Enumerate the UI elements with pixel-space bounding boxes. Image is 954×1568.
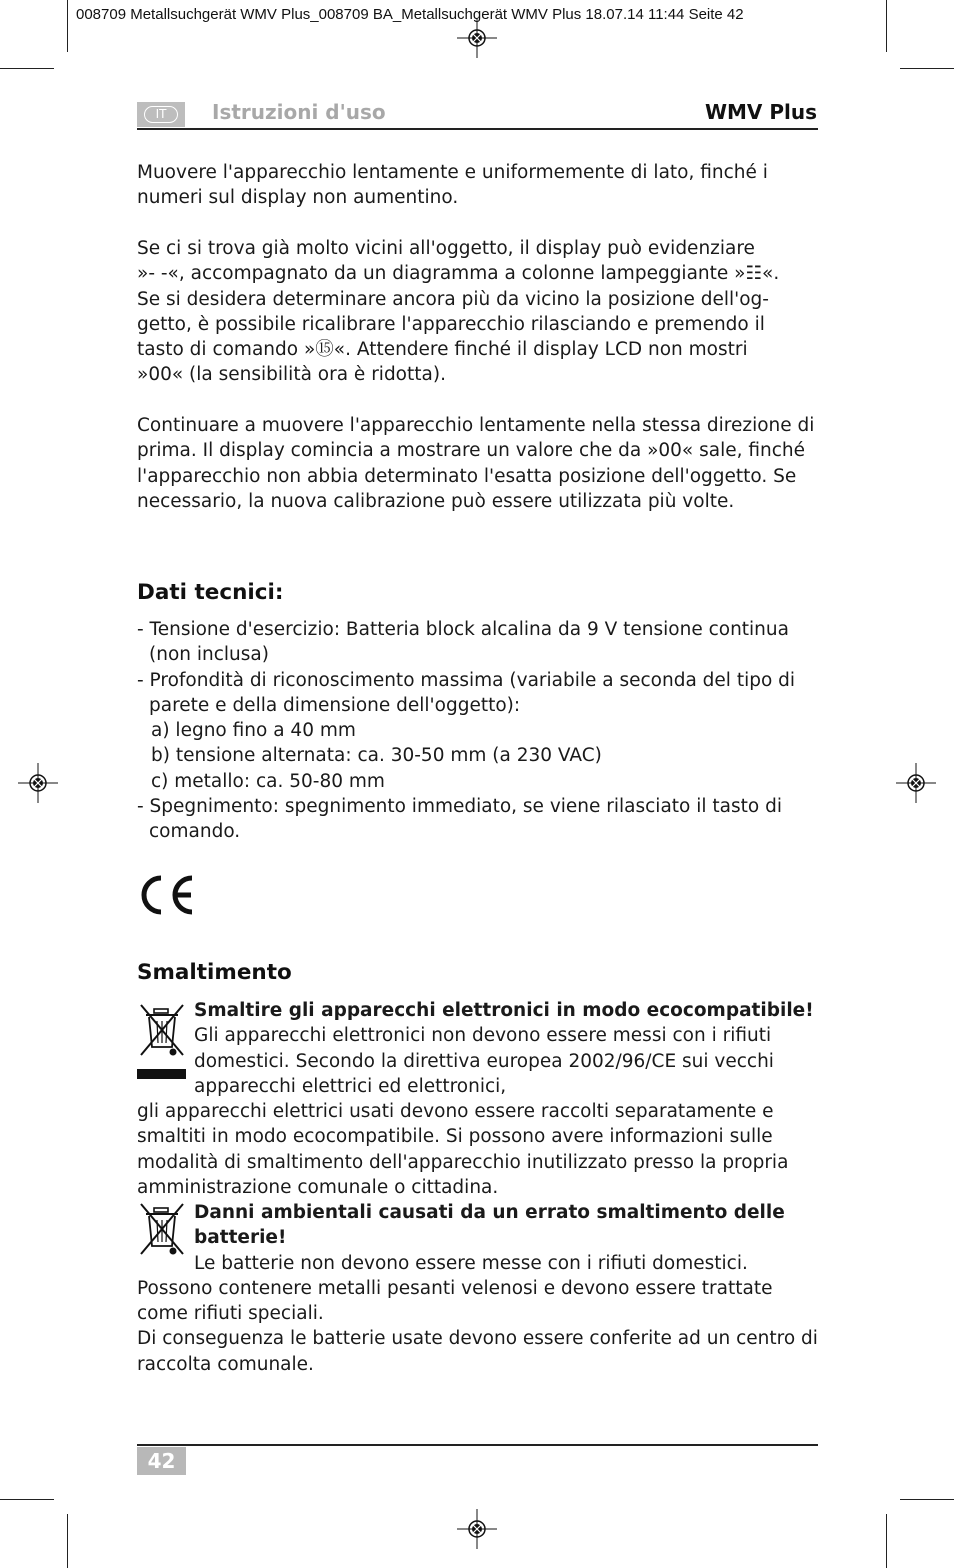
list-item: - Spegnimento: spegnimento immediato, se viene rilasciato il tasto di comando.	[137, 796, 782, 843]
list-subitem: a) legno fino a 40 mm	[151, 720, 356, 742]
paragraph-line: Se si desidera determinare ancora più da vicino la posizione dell'og-	[137, 288, 769, 310]
paragraph: Muovere l'apparecchio lentamente e uniformemente di lato, finché i numeri sul display non aumentino.	[137, 162, 768, 209]
language-badge	[137, 102, 185, 127]
disposal-block-text: gli apparecchi elettrici usati devono essere raccolti separatamente e smaltiti in modo ecocompatibile. Si possono avere informazioni sulle modalità di smaltimento dell'apparecchio inutilizzato presso la propria amministrazione comunale o cittadina.	[137, 1101, 789, 1199]
page-number: 42	[137, 1447, 186, 1475]
registration-mark-icon	[457, 18, 497, 58]
paragraph-line: »- -«, accompagnato da un diagramma a colonne lampeggiante »☷«.	[137, 263, 780, 285]
list-item: - Profondità di riconoscimento massima (variabile a seconda del tipo di parete e della dimensione dell'oggetto):	[137, 669, 796, 716]
paragraph-line: »00« (la sensibilità ora è ridotta).	[137, 364, 446, 386]
print-slug: 008709 Metallsuchgerät WMV Plus_008709 BA_Metallsuchgerät WMV Plus 18.07.14 11:44 Seite 42	[76, 6, 744, 23]
model-name: WMV Plus	[704, 100, 817, 124]
paragraph	[137, 236, 821, 388]
registration-mark-icon	[896, 763, 936, 803]
technical-list	[137, 617, 821, 845]
footer-rule	[137, 1444, 818, 1446]
manual-title: Istruzioni d'uso	[212, 100, 386, 124]
disposal-block-text: Possono contenere metalli pesanti velenosi e devono essere trattate come rifiuti speciali.	[137, 1277, 773, 1325]
technical-heading: Dati tecnici:	[137, 580, 284, 605]
header-rule	[137, 128, 818, 130]
language-code: IT	[144, 106, 178, 123]
disposal-block-text: Di conseguenza le batterie usate devono essere conferite ad un centro di raccolta comunale.	[137, 1328, 818, 1375]
paragraph-line: getto, è possibile ricalibrare l'apparecchio rilasciando e premendo il	[137, 313, 765, 335]
list-subitem: b) tensione alternata: ca. 30-50 mm (a 230 VAC)	[151, 745, 602, 767]
paragraph: Continuare a muovere l'apparecchio lentamente nella stessa direzione di prima. Il display comincia a mostrare un valore che da »00« sale, finché l'apparecchio non abbia determinato l'esatta posizione dell'oggetto. Se necessario, la nuova calibrazione può essere utilizzata più volte.	[137, 415, 815, 512]
disposal-block-title: Danni ambientali causati da un errato smaltimento delle batterie!	[194, 1202, 785, 1249]
ce-mark-icon	[134, 872, 198, 918]
disposal-block-text: Le batterie non devono essere messe con i rifiuti domestici.	[194, 1252, 748, 1274]
disposal-block	[137, 998, 821, 1200]
paragraph-line: tasto di comando »⑮«. Attendere finché il display LCD non mostri	[137, 339, 748, 361]
list-item: - Tensione d'esercizio: Batteria block alcalina da 9 V tensione continua (non inclusa)	[137, 619, 789, 666]
disposal-block-title: Smaltire gli apparecchi elettronici in modo ecocompatibile!	[194, 1000, 814, 1021]
registration-mark-icon	[18, 763, 58, 803]
list-subitem: c) metallo: ca. 50-80 mm	[151, 770, 385, 792]
disposal-block	[137, 1200, 821, 1377]
registration-mark-icon	[457, 1509, 497, 1549]
disposal-block-text: Gli apparecchi elettronici non devono essere messi con i rifiuti domestici. Secondo la direttiva europea 2002/96/CE sui vecchi apparecchi elettrici ed elettronici,	[194, 1025, 774, 1097]
disposal-heading: Smaltimento	[137, 960, 292, 985]
paragraph-line: Se ci si trova già molto vicini all'oggetto, il display può evidenziare	[137, 238, 755, 259]
